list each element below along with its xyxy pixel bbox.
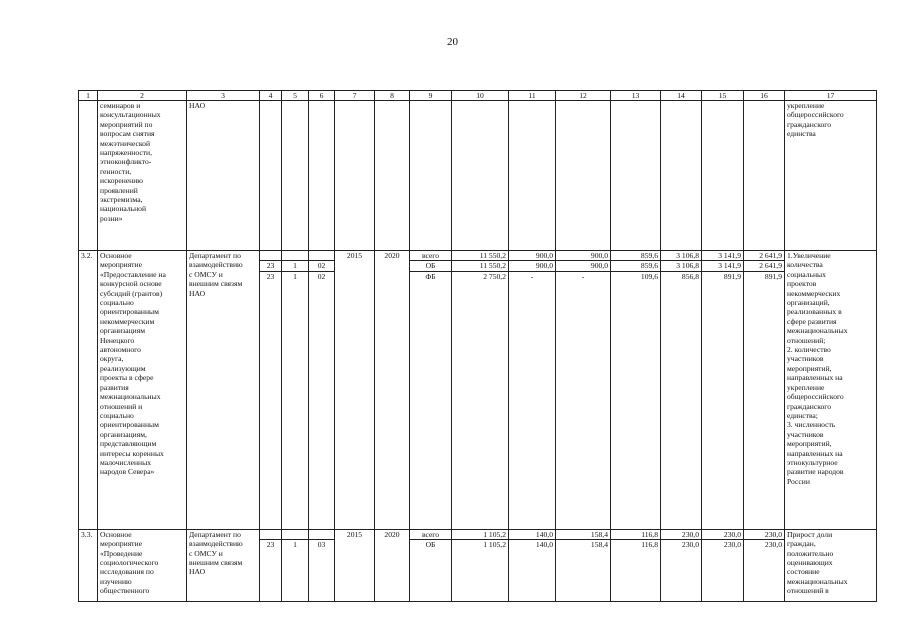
page-number: 20 xyxy=(447,36,458,48)
funding-source: всего xyxy=(410,251,452,261)
code-cell: 02 xyxy=(309,261,335,271)
value-cell: 856,8 xyxy=(661,271,702,529)
col-header: 14 xyxy=(661,91,702,101)
value-cell: 158,4 xyxy=(556,540,611,602)
measure-name: Основное мероприятие «Проведение социологического исследования по изучению общественного xyxy=(98,529,187,601)
col-header: 1 xyxy=(79,91,98,101)
executor: НАО xyxy=(187,101,260,251)
row-number: 3.2. xyxy=(79,251,98,530)
code-cell: 1 xyxy=(282,271,309,529)
funding-source: ОБ xyxy=(410,261,452,271)
value-cell: 900,0 xyxy=(509,251,556,261)
code-cell xyxy=(309,251,335,261)
col-header: 5 xyxy=(282,91,309,101)
value-cell: 11 550,2 xyxy=(452,251,509,261)
end-year: 2020 xyxy=(375,529,410,601)
value-cell: - xyxy=(556,271,611,529)
executor: Департамент по взаимодействию с ОМСУ и внешним связям НАО xyxy=(187,251,260,530)
funding-source: ОБ xyxy=(410,540,452,602)
value-cell: 859,6 xyxy=(611,261,661,271)
value-cell: 3 141,9 xyxy=(702,251,744,261)
value-cell: - xyxy=(509,271,556,529)
value-cell: 158,4 xyxy=(556,529,611,539)
col-header: 7 xyxy=(335,91,375,101)
code-cell xyxy=(309,529,335,539)
col-header: 2 xyxy=(98,91,187,101)
code-cell: 1 xyxy=(282,540,309,602)
value-cell: 891,9 xyxy=(702,271,744,529)
program-table xyxy=(78,90,877,602)
value-cell: 230,0 xyxy=(744,540,785,602)
end-year: 2020 xyxy=(375,251,410,530)
value-cell: 230,0 xyxy=(661,529,702,539)
table-row xyxy=(79,529,877,539)
col-header: 8 xyxy=(375,91,410,101)
code-cell: 03 xyxy=(309,540,335,602)
value-cell: 116,8 xyxy=(611,540,661,602)
col-header: 10 xyxy=(452,91,509,101)
col-header: 11 xyxy=(509,91,556,101)
start-year: 2015 xyxy=(335,529,375,601)
col-header: 6 xyxy=(309,91,335,101)
value-cell: 116,8 xyxy=(611,529,661,539)
value-cell: 2 641,9 xyxy=(744,251,785,261)
col-header: 13 xyxy=(611,91,661,101)
value-cell: 891,9 xyxy=(744,271,785,529)
expected-result: Прирост доли граждан, положительно оценивающих состояние межнациональных отношений в xyxy=(785,529,877,601)
value-cell: 140,0 xyxy=(509,540,556,602)
code-cell: 02 xyxy=(309,271,335,529)
value-cell: 230,0 xyxy=(702,529,744,539)
col-header: 17 xyxy=(785,91,877,101)
value-cell: 1 105,2 xyxy=(452,529,509,539)
value-cell: 140,0 xyxy=(509,529,556,539)
code-cell: 23 xyxy=(260,540,282,602)
value-cell: 3 106,8 xyxy=(661,261,702,271)
value-cell: 230,0 xyxy=(661,540,702,602)
code-cell xyxy=(260,529,282,539)
executor: Департамент по взаимодействию с ОМСУ и внешним связям НАО xyxy=(187,529,260,601)
value-cell: 900,0 xyxy=(556,261,611,271)
measure-name: семинаров и консультационных мероприятий по вопросам снятия межэтнической напряженности, этноконфликто- генности, искоренению проявлений экстремизма, национальной розни» xyxy=(98,101,187,251)
start-year: 2015 xyxy=(335,251,375,530)
value-cell: 2 750,2 xyxy=(452,271,509,529)
funding-source: ФБ xyxy=(410,271,452,529)
code-cell: 23 xyxy=(260,271,282,529)
row-number: 3.3. xyxy=(79,529,98,601)
code-cell: 1 xyxy=(282,261,309,271)
table-row xyxy=(79,251,877,261)
col-header: 4 xyxy=(260,91,282,101)
value-cell: 230,0 xyxy=(744,529,785,539)
value-cell: 859,6 xyxy=(611,251,661,261)
code-cell: 23 xyxy=(260,261,282,271)
value-cell: 2 641,9 xyxy=(744,261,785,271)
funding-source: всего xyxy=(410,529,452,539)
value-cell: 1 105,2 xyxy=(452,540,509,602)
col-header: 3 xyxy=(187,91,260,101)
value-cell: 3 106,8 xyxy=(661,251,702,261)
value-cell: 3 141,9 xyxy=(702,261,744,271)
table-row xyxy=(79,101,877,251)
expected-result: укрепление общероссийского гражданского единства xyxy=(785,101,877,251)
col-header: 12 xyxy=(556,91,611,101)
value-cell: 109,6 xyxy=(611,271,661,529)
code-cell xyxy=(260,251,282,261)
col-header: 9 xyxy=(410,91,452,101)
expected-result: 1.Увеличение количества социальных проектов некоммерческих организаций, реализованных в сфере развития межнациональных отношений; 2. количество участников мероприятий, направленных на укрепление общероссийского гражданского единства; 3. численность участников мероприятий, направленных на этнокультурное развитие народов России xyxy=(785,251,877,530)
value-cell: 900,0 xyxy=(556,251,611,261)
code-cell xyxy=(282,529,309,539)
value-cell: 11 550,2 xyxy=(452,261,509,271)
header-row xyxy=(79,91,877,101)
col-header: 15 xyxy=(702,91,744,101)
value-cell: 900,0 xyxy=(509,261,556,271)
value-cell: 230,0 xyxy=(702,540,744,602)
code-cell xyxy=(282,251,309,261)
col-header: 16 xyxy=(744,91,785,101)
measure-name: Основное мероприятие «Предоставление на конкурсной основе субсидий (грантов) социально ориентированным некоммерческим организациям Ненецкого автономного округа, реализующим проекты в сфере развития межнациональных отношений и социально ориентированным организациям, представляющим интересы коренных малочисленных народов Севера» xyxy=(98,251,187,530)
